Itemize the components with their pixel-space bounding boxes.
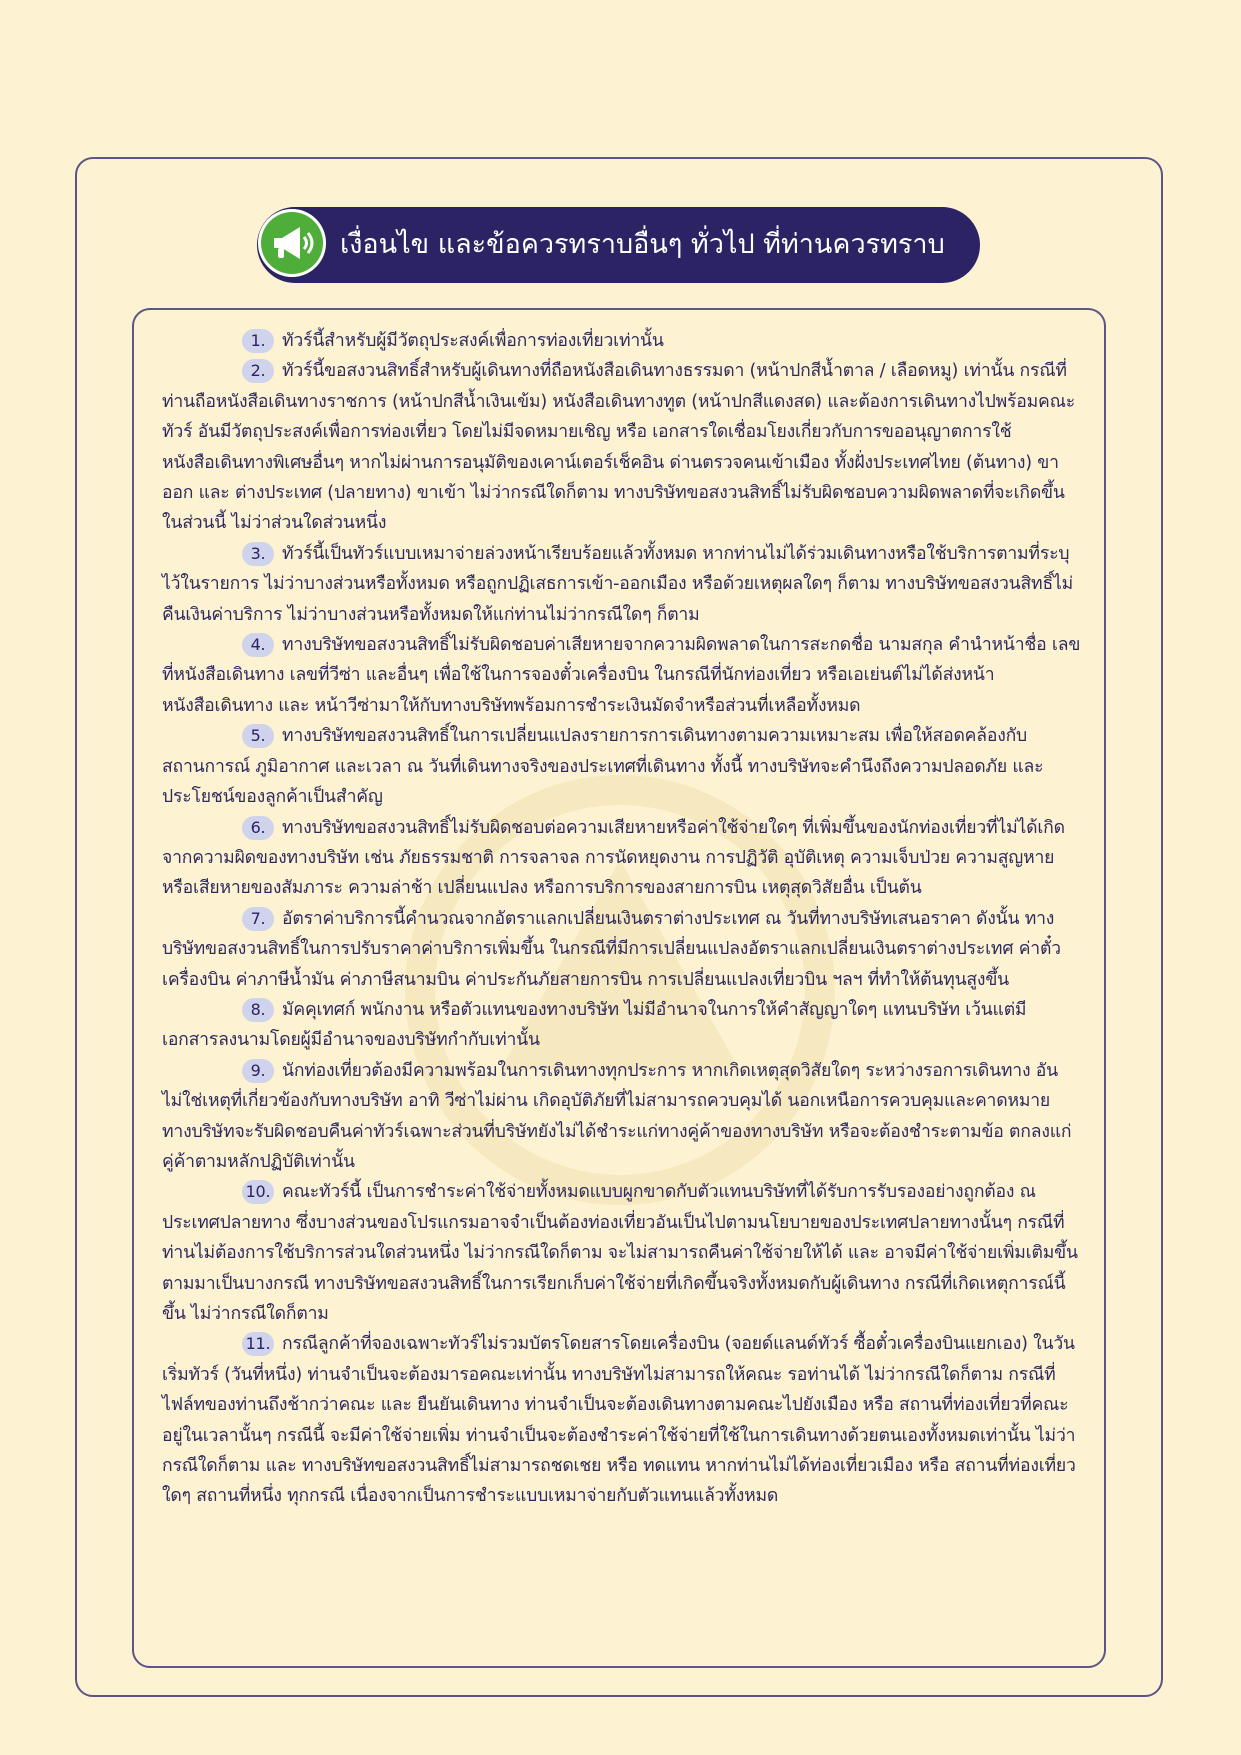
- term-number: 3.: [242, 542, 274, 566]
- term-text: ทัวร์นี้เป็นทัวร์แบบเหมาจ่ายล่วงหน้าเรียบร้อยแล้วทั้งหมด หากท่านไม่ได้ร่วมเดินทางหรือใช้บริการตามที่ระบุไว้ในรายการ ไม่ว่าบางส่วนหรือทั้งหมด หรือถูกปฏิเสธการเข้า-ออกเมือง หรือด้วยเหตุผลใดๆ ก็ตาม ทางบริษัทขอสงวนสิทธิ์ไม่คืนเงินค่าบริการ ไม่ว่าบางส่วนหรือทั้งหมดให้แก่ท่านไม่ว่ากรณีใดๆ ก็ตาม: [162, 543, 1074, 625]
- term-number: 10.: [242, 1180, 274, 1204]
- term-item: [162, 1329, 1082, 1511]
- page-title: เงื่อนไข และข้อควรทราบอื่นๆ ทั่วไป ที่ท่านควรทราบ: [340, 229, 945, 260]
- term-text: นักท่องเที่ยวต้องมีความพร้อมในการเดินทางทุกประการ หากเกิดเหตุสุดวิสัยใดๆ ระหว่างรอการเดินทาง อันไม่ใช่เหตุที่เกี่ยวข้องกับทางบริษัท อาทิ วีซ่าไม่ผ่าน เกิดอุบัติภัยที่ไม่สามารถควบคุมได้ นอกเหนือการควบคุมและคาดหมาย ทางบริษัทจะรับผิดชอบคืนค่าทัวร์เฉพาะส่วนที่บริษัทยังไม่ได้ชำระแก่ทางคู่ค้าของทางบริษัท หรือจะต้องชำระตามข้อ ตกลงแก่คู่ค้าตามหลักปฏิบัติเท่านั้น: [162, 1060, 1072, 1172]
- megaphone-icon: [270, 223, 314, 263]
- term-item: [162, 995, 1082, 1056]
- term-text: ทัวร์นี้สำหรับผู้มีวัตถุประสงค์เพื่อการท่องเที่ยวเท่านั้น: [282, 331, 664, 351]
- term-item: [162, 539, 1082, 630]
- term-item: [162, 356, 1082, 538]
- term-text: ทางบริษัทขอสงวนสิทธิ์ไม่รับผิดชอบค่าเสียหายจากความผิดพลาดในการสะกดชื่อ นามสกุล คำนำหน้าชื่อ เลขที่หนังสือเดินทาง เลขที่วีซ่า และอื่นๆ เพื่อใช้ในการจองตั๋วเครื่องบิน ในกรณีที่นักท่องเที่ยว หรือเอเย่นต์ไม่ได้ส่งหน้าหนังสือเดินทาง และ หน้าวีซ่ามาให้กับทางบริษัทพร้อมการชำระเงินมัดจำหรือส่วนที่เหลือทั้งหมด: [162, 635, 1081, 716]
- term-number: 7.: [242, 907, 274, 931]
- megaphone-badge: [258, 209, 326, 277]
- term-item: [162, 630, 1082, 721]
- term-text: กรณีลูกค้าที่จองเฉพาะทัวร์ไม่รวมบัตรโดยสารโดยเครื่องบิน (จอยด์แลนด์ทัวร์ ซื้อตั๋วเครื่องบินแยกเอง) ในวันเริ่มทัวร์ (วันที่หนึ่ง) ท่านจำเป็นจะต้องมารอคณะเท่านั้น ทางบริษัทไม่สามารถให้คณะ รอท่านได้ ไม่ว่ากรณีใดก็ตาม กรณีที่ไฟล์ทของท่านถึงช้ากว่าคณะ และ ยืนยันเดินทาง ท่านจำเป็นจะต้องเดินทางตามคณะไปยังเมือง หรือ สถานที่ท่องเที่ยวที่คณะอยู่ในเวลานั้นๆ กรณีนี้ จะมีค่าใช้จ่ายเพิ่ม ท่านจำเป็นจะต้องชำระค่าใช้จ่ายที่ใช้ในการเดินทางด้วยตนเองทั้งหมดเท่านั้น ไม่ว่า กรณีใดก็ตาม และ ทางบริษัทขอสงวนสิทธิ์ไม่สามารถชดเชย หรือ ทดแทน หากท่านไม่ได้ท่องเที่ยวเมือง หรือ สถานที่ท่องเที่ยวใดๆ สถานที่หนึ่ง ทุกกรณี เนื่องจากเป็นการชำระแบบเหมาจ่ายกับตัวแทนแล้วทั้งหมด: [162, 1334, 1076, 1507]
- term-item: [162, 1177, 1082, 1329]
- term-text: ทางบริษัทขอสงวนสิทธิ์ไม่รับผิดชอบต่อความเสียหายหรือค่าใช้จ่ายใดๆ ที่เพิ่มขึ้นของนักท่องเที่ยวที่ไม่ได้เกิดจากความผิดของทางบริษัท เช่น ภัยธรรมชาติ การจลาจล การนัดหยุดงาน การปฏิวัติ อุบัติเหตุ ความเจ็บป่วย ความสูญหายหรือเสียหายของสัมภาระ ความล่าช้า เปลี่ยนแปลง หรือการบริการของสายการบิน เหตุสุดวิสัยอื่น เป็นต้น: [162, 817, 1065, 899]
- terms-list: [162, 326, 1082, 1512]
- term-number: 11.: [242, 1332, 274, 1356]
- term-text: มัคคุเทศก์ พนักงาน หรือตัวแทนของทางบริษัท ไม่มีอำนาจในการให้คำสัญญาใดๆ แทนบริษัท เว้นแต่มีเอกสารลงนามโดยผู้มีอำนาจของบริษัทกำกับเท่านั้น: [162, 999, 1027, 1051]
- term-number: 8.: [242, 998, 274, 1022]
- term-number: 6.: [242, 816, 274, 840]
- term-item: [162, 813, 1082, 904]
- term-number: 9.: [242, 1059, 274, 1083]
- term-item: [162, 904, 1082, 995]
- term-item: [162, 326, 1082, 356]
- term-text: อัตราค่าบริการนี้คำนวณจากอัตราแลกเปลี่ยนเงินตราต่างประเทศ ณ วันที่ทางบริษัทเสนอราคา ดังนั้น ทางบริษัทขอสงวนสิทธิ์ในการปรับราคาค่าบริการเพิ่มขึ้น ในกรณีที่มีการเปลี่ยนแปลงอัตราแลกเปลี่ยนเงินตราต่างประเทศ ค่าตั๋ว เครื่องบิน ค่าภาษีน้ำมัน ค่าภาษีสนามบิน ค่าประกันภัยสายการบิน การเปลี่ยนแปลงเที่ยวบิน ฯลฯ ที่ทำให้ต้นทุนสูงขึ้น: [162, 908, 1061, 990]
- term-number: 1.: [242, 329, 274, 353]
- term-text: ทัวร์นี้ขอสงวนสิทธิ์สำหรับผู้เดินทางที่ถือหนังสือเดินทางธรรมดา (หน้าปกสีน้ำตาล / เลือดหมู) เท่านั้น กรณีที่ท่านถือหนังสือเดินทางราชการ (หน้าปกสีน้ำเงินเข้ม) หนังสือเดินทางทูต (หน้าปกสีแดงสด) และต้องการเดินทางไปพร้อมคณะทัวร์ อันมีวัตถุประสงค์เพื่อการท่องเที่ยว โดยไม่มีจดหมายเชิญ หรือ เอกสารใดเชื่อมโยงเกี่ยวกับการขออนุญาตการใช้หนังสือเดินทางพิเศษอื่นๆ หากไม่ผ่านการอนุมัติของเคาน์เตอร์เช็คอิน ด่านตรวจคนเข้าเมือง ทั้งฝั่งประเทศไทย (ต้นทาง) ขาออก และ ต่างประเทศ (ปลายทาง) ขาเข้า ไม่ว่ากรณีใดก็ตาม ทางบริษัทขอสงวนสิทธิ์ไม่รับผิดชอบความผิดพลาดที่จะเกิดขึ้นในส่วนนี้ ไม่ว่าส่วนใดส่วนหนึ่ง: [162, 361, 1075, 534]
- term-item: [162, 1056, 1082, 1178]
- term-number: 5.: [242, 724, 274, 748]
- term-number: 4.: [242, 633, 274, 657]
- term-number: 2.: [242, 359, 274, 383]
- term-item: [162, 721, 1082, 812]
- term-text: ทางบริษัทขอสงวนสิทธิ์ในการเปลี่ยนแปลงรายการการเดินทางตามความเหมาะสม เพื่อให้สอดคล้องกับ สถานการณ์ ภูมิอากาศ และเวลา ณ วันที่เดินทางจริงของประเทศที่เดินทาง ทั้งนี้ ทางบริษัทจะคำนึงถึงความปลอดภัย และ ประโยชน์ของลูกค้าเป็นสำคัญ: [162, 726, 1044, 808]
- term-text: คณะทัวร์นี้ เป็นการชำระค่าใช้จ่ายทั้งหมดแบบผูกขาดกับตัวแทนบริษัทที่ได้รับการรับรองอย่างถูกต้อง ณ ประเทศปลายทาง ซึ่งบางส่วนของโปรแกรมอาจจำเป็นต้องท่องเที่ยวอันเป็นไปตามนโยบายของประเทศปลายทางนั้นๆ กรณีที่ท่านไม่ต้องการใช้บริการส่วนใดส่วนหนึ่ง ไม่ว่ากรณีใดก็ตาม จะไม่สามารถคืนค่าใช้จ่ายให้ได้ และ อาจมีค่าใช้จ่ายเพิ่มเติมขึ้น ตามมาเป็นบางกรณี ทางบริษัทขอสงวนสิทธิ์ในการเรียกเก็บค่าใช้จ่ายที่เกิดขึ้นจริงทั้งหมดกับผู้เดินทาง กรณีที่เกิดเหตุการณ์นี้ขึ้น ไม่ว่ากรณีใดก็ตาม: [162, 1182, 1078, 1324]
